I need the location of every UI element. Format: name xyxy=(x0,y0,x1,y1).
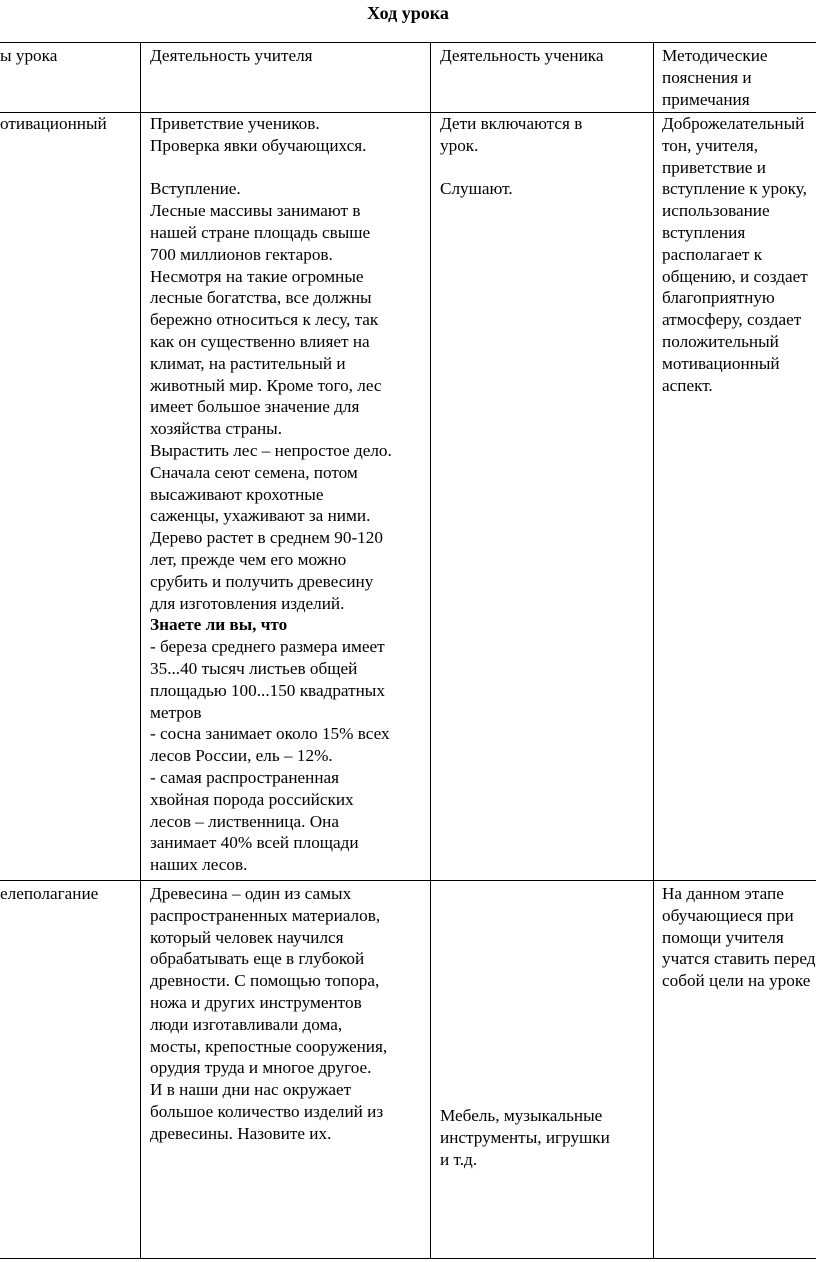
cell-line xyxy=(150,157,428,179)
cell-line: хозяйства страны. xyxy=(150,419,282,439)
cell-line: использование xyxy=(662,201,770,221)
cell-line: положительный xyxy=(662,331,779,351)
cell-line: Слушают. xyxy=(440,179,513,199)
cell-line: имеет большое значение для xyxy=(150,397,360,417)
cell-line: - самая распространенная xyxy=(150,767,340,787)
cell-line: лесов – лиственница. Она xyxy=(150,811,339,831)
cell-line: древесины. Назовите их. xyxy=(150,1123,332,1143)
cell-line: приветствие и xyxy=(662,157,766,177)
cell-line: вступление к уроку, xyxy=(662,179,807,199)
cell-line: лесные богатства, все должны xyxy=(150,288,372,308)
cell-line: атмосферу, создает xyxy=(662,310,802,330)
table-border-bottom xyxy=(0,1258,816,1259)
row1-teacher xyxy=(150,113,428,876)
cell-line: Мебель, музыкальные xyxy=(440,1106,603,1125)
cell-line: климат, на растительный и xyxy=(150,353,346,373)
cell-line: Деятельность учителя xyxy=(150,46,313,65)
cell-line: ы урока xyxy=(0,46,58,65)
cell-line: который человек научился xyxy=(150,927,344,947)
cell-line: ножа и других инструментов xyxy=(150,992,362,1012)
row1-student xyxy=(440,113,651,200)
cell-line: Лесные массивы занимают в xyxy=(150,201,361,221)
cell-line: высаживают крохотные xyxy=(150,484,324,504)
cell-line: нашей стране площадь свыше xyxy=(150,222,371,242)
cell-line: Вступление. xyxy=(150,179,241,199)
cell-line: примечания xyxy=(662,89,750,109)
cell-line: Проверка явки обучающихся. xyxy=(150,135,367,155)
cell-line: собой цели на уроке xyxy=(662,971,811,991)
cell-line: Методические xyxy=(662,46,768,65)
cell-line: площадью 100...150 квадратных xyxy=(150,680,385,700)
cell-line: как он существенно влияет на xyxy=(150,331,370,351)
cell-line: хвойная порода российских xyxy=(150,789,354,809)
cell-line: 700 миллионов гектаров. xyxy=(150,244,333,264)
cell-line: занимает 40% всей площади xyxy=(150,833,359,853)
table-col-divider-1 xyxy=(140,42,141,1259)
cell-line: И в наши дни нас окружает xyxy=(150,1080,352,1100)
cell-line: Деятельность ученика xyxy=(440,46,604,65)
cell-line: инструменты, игрушки xyxy=(440,1127,610,1147)
header-teacher xyxy=(150,45,428,67)
table-col-divider-3 xyxy=(653,42,654,1259)
cell-line: Сначала сеют семена, потом xyxy=(150,462,358,482)
cell-line: На данном этапе xyxy=(662,884,784,903)
cell-line: Доброжелательный xyxy=(662,114,805,133)
cell-line: пояснения и xyxy=(662,67,752,87)
cell-line: Дети включаются в xyxy=(440,114,583,133)
cell-line: Знаете ли вы, что xyxy=(150,615,288,635)
row2-notes xyxy=(662,883,816,992)
cell-line: помощи учителя xyxy=(662,927,784,947)
cell-line: наших лесов. xyxy=(150,855,248,875)
cell-line: отивационный xyxy=(0,114,107,133)
cell-line: Приветствие учеников. xyxy=(150,114,320,133)
table-border-row1 xyxy=(0,880,816,881)
cell-line: древности. С помощью топора, xyxy=(150,971,380,991)
cell-line: располагает к xyxy=(662,244,763,264)
cell-line: срубить и получить древесину xyxy=(150,571,374,591)
cell-line: большое количество изделий из xyxy=(150,1101,384,1121)
cell-line: обрабатывать еще в глубокой xyxy=(150,949,365,969)
cell-line: саженцы, ухаживают за ними. xyxy=(150,506,371,526)
cell-line: орудия труда и многое другое. xyxy=(150,1058,372,1078)
cell-line: елеполагание xyxy=(0,884,99,903)
cell-line: метров xyxy=(150,702,202,722)
table-border-top xyxy=(0,42,816,43)
header-notes xyxy=(662,45,816,110)
table-col-divider-2 xyxy=(430,42,431,1259)
cell-line: Древесина – один из самых xyxy=(150,884,352,903)
row2-student xyxy=(440,1105,651,1170)
cell-line: урок. xyxy=(440,135,479,155)
cell-line: люди изготавливали дома, xyxy=(150,1014,343,1034)
page-title: Ход урока xyxy=(367,3,449,23)
cell-line: мосты, крепостные сооружения, xyxy=(150,1036,388,1056)
cell-line: Дерево растет в среднем 90-120 xyxy=(150,528,383,548)
cell-line: обучающиеся при xyxy=(662,905,794,925)
row2-teacher xyxy=(150,883,428,1145)
cell-line: животный мир. Кроме того, лес xyxy=(150,375,382,395)
cell-line: и т.д. xyxy=(440,1149,478,1169)
cell-line: мотивационный xyxy=(662,353,780,373)
cell-line: Несмотря на такие огромные xyxy=(150,266,364,286)
cell-line: аспект. xyxy=(662,375,713,395)
row1-notes xyxy=(662,113,816,396)
cell-line: лесов России, ель – 12%. xyxy=(150,746,333,766)
cell-line: тон, учителя, xyxy=(662,135,759,155)
cell-line: 35...40 тысяч листьев общей xyxy=(150,658,358,678)
cell-line: для изготовления изделий. xyxy=(150,593,345,613)
header-student xyxy=(440,45,651,67)
row2-stage xyxy=(0,883,138,905)
cell-line: лет, прежде чем его можно xyxy=(150,549,347,569)
row1-stage xyxy=(0,113,138,135)
header-stage xyxy=(0,45,138,67)
cell-line: бережно относиться к лесу, так xyxy=(150,310,379,330)
cell-line: общению, и создает xyxy=(662,266,808,286)
cell-line: - сосна занимает около 15% всех xyxy=(150,724,390,744)
cell-line: благоприятную xyxy=(662,288,775,308)
cell-line: - береза среднего размера имеет xyxy=(150,637,385,657)
cell-line xyxy=(440,157,651,179)
cell-line: Вырастить лес – непростое дело. xyxy=(150,440,392,460)
cell-line: распространенных материалов, xyxy=(150,905,381,925)
cell-line: учатся ставить перед xyxy=(662,949,816,969)
cell-line: вступления xyxy=(662,222,746,242)
